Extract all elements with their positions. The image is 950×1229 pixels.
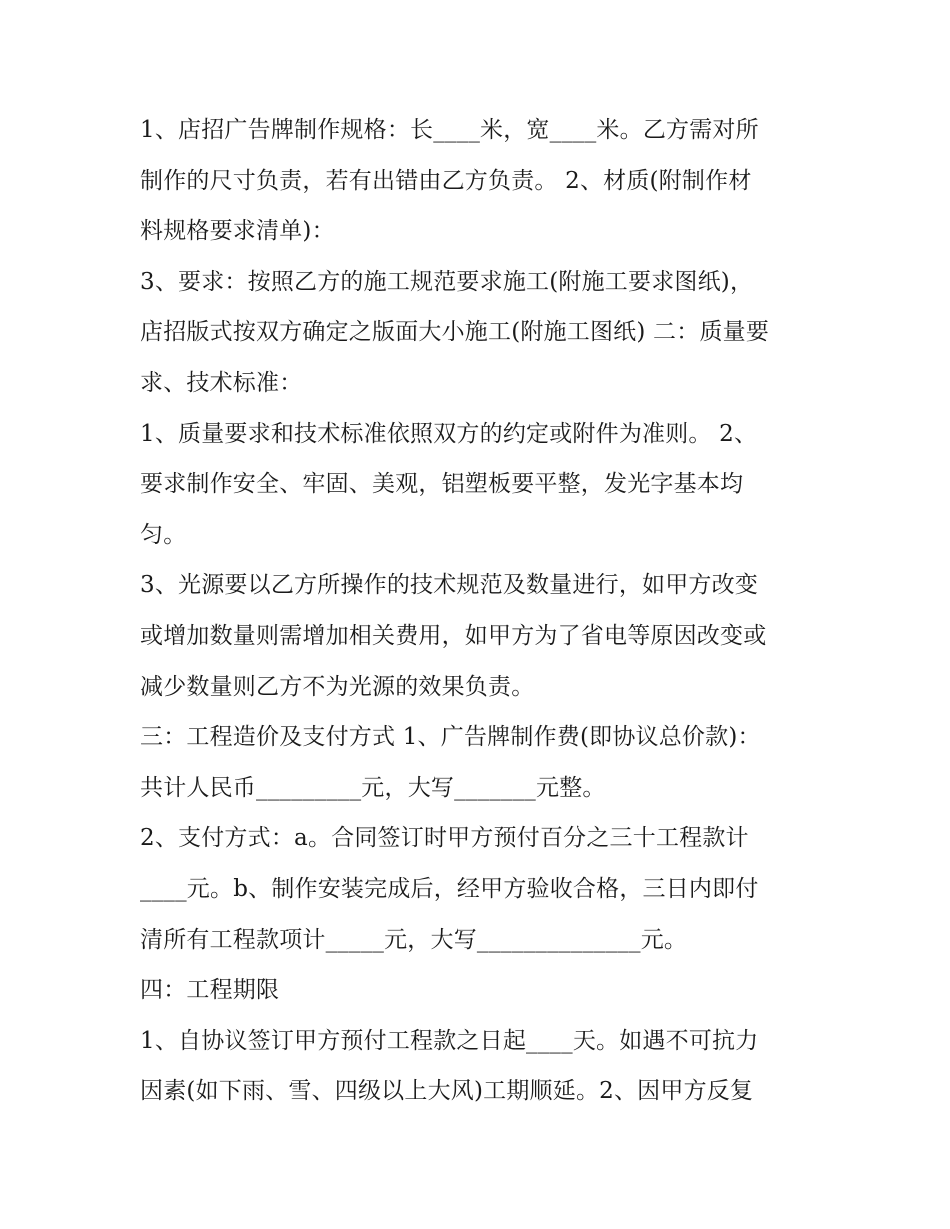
text-line-4: 3、要求：按照乙方的施工规范要求施工(附施工要求图纸)， (140, 268, 754, 295)
text-line-18: 四：工程期限 (140, 977, 280, 1004)
text-line-15: 2、支付方式：a。合同签订时甲方预付百分之三十工程款计 (140, 825, 749, 852)
text-line-19: 1、自协议签订甲方预付工程款之日起____天。如遇不可抗力 (140, 1027, 759, 1054)
text-line-2: 制作的尺寸负责，若有出错由乙方负责。 2、材质(附制作材 (140, 167, 752, 194)
text-line-5: 店招版式按双方确定之版面大小施工(附施工图纸) 二：质量要 (140, 319, 770, 346)
text-line-16: ____元。b、制作安装完成后，经甲方验收合格，三日内即付 (140, 875, 759, 902)
text-line-6: 求、技术标准： (140, 369, 303, 396)
text-line-10: 3、光源要以乙方所操作的技术规范及数量进行，如甲方改变 (140, 572, 759, 599)
text-line-13: 三：工程造价及支付方式 1、广告牌制作费(即协议总价款)： (140, 724, 761, 751)
text-line-7: 1、质量要求和技术标准依照双方的约定或附件为准则。 2、 (140, 420, 758, 447)
contract-text (140, 105, 830, 1117)
text-line-9: 匀。 (140, 521, 187, 548)
text-line-20: 因素(如下雨、雪、四级以上大风)工期顺延。2、因甲方反复 (140, 1078, 754, 1105)
text-line-11: 或增加数量则需增加相关费用，如甲方为了省电等原因改变或 (140, 622, 767, 649)
text-line-14: 共计人民币_________元，大写_______元整。 (140, 774, 606, 801)
text-line-3: 料规格要求清单)： (140, 218, 335, 245)
text-line-1: 1、店招广告牌制作规格：长____米，宽____米。乙方需对所 (140, 117, 759, 143)
text-line-8: 要求制作安全、牢固、美观，铝塑板要平整，发光字基本均 (140, 471, 744, 498)
text-line-17: 清所有工程款项计_____元，大写______________元。 (140, 926, 688, 953)
text-line-12: 减少数量则乙方不为光源的效果负责。 (140, 673, 535, 700)
